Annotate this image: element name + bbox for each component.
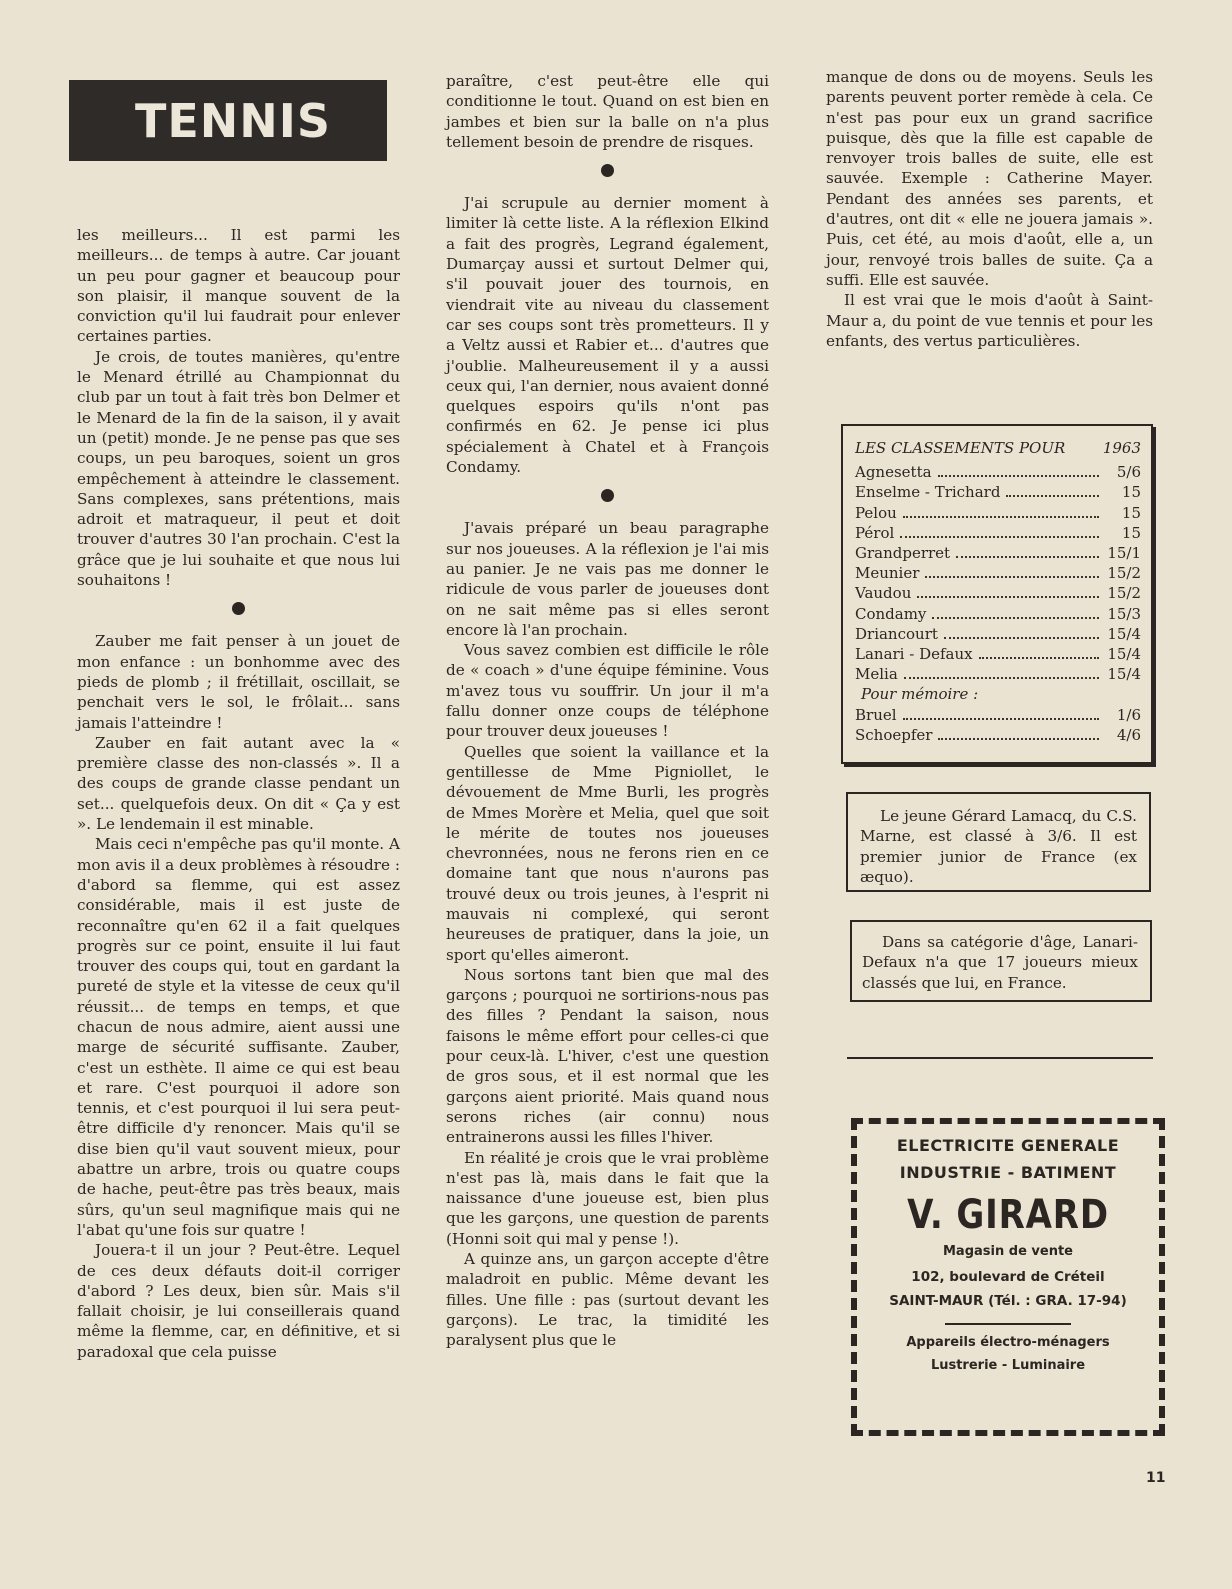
dot-leader <box>903 718 1099 720</box>
ranking-row <box>855 543 1141 563</box>
ranking-row <box>855 725 1141 745</box>
player-ranking: 15 <box>1121 483 1141 502</box>
paragraph: paraître, c'est peut-être elle qui conditionne le tout. Quand on est bien en jambes et bien sur la balle on n'a plus tellement besoin de prendre de risques. <box>446 72 769 151</box>
player-name: Bruel <box>855 705 897 724</box>
ad-line-lustrerie: Lustrerie - Luminaire <box>930 1358 1086 1373</box>
memo-label: Pour mémoire : <box>861 685 979 704</box>
player-ranking: 15/4 <box>1107 665 1141 684</box>
player-name: Schoepfer <box>855 725 933 744</box>
player-name: Lanari - Defaux <box>855 645 973 664</box>
ranking-row <box>855 604 1141 624</box>
dot-leader <box>1006 495 1099 497</box>
advertisement <box>851 1118 1165 1436</box>
ad-divider <box>945 1323 1071 1325</box>
paragraph: Quelles que soient la vaillance et la gentillesse de Mme Pigniollet, le dévouement de Mme Burli, les progrès de Mmes Morère et Melia, quel que soit le mérite de toutes nos joueuses chevronnées, nous ne ferons rien en ce domaine tant que nous n'aurons pas trouvé deux ou trois jeunes, à l'esprit ni mauvais ni complexé, qui seront heureuses de pratiquer, dans la joie, un sport qu'elles aimeront. <box>446 742 769 964</box>
rankings-box <box>841 424 1153 764</box>
divider <box>847 1057 1153 1059</box>
paragraph: les meilleurs... Il est parmi les meilleurs... de temps à autre. Car jouant un peu pour gagner et beaucoup pour son plaisir, il manque souvent de la conviction qu'il lui faudrait pour enlever certaines parties. <box>77 226 400 346</box>
player-ranking: 15/4 <box>1107 645 1141 664</box>
ad-line-industrie: INDUSTRIE - BATIMENT <box>899 1163 1117 1182</box>
memo-list <box>855 705 1141 745</box>
ranking-row <box>855 563 1141 583</box>
bullet-separator <box>232 602 245 615</box>
page-number: 11 <box>1146 1470 1166 1486</box>
player-ranking: 15/4 <box>1107 624 1141 643</box>
paragraph: Zauber me fait penser à un jouet de mon enfance : un bonhomme avec des pieds de plomb ; il frétillait, oscillait, se penchait vers le sol, le frôlait... sans jamais l'atteindre ! <box>77 632 400 732</box>
dot-leader <box>938 475 1099 477</box>
dot-leader <box>925 576 1099 578</box>
player-name: Driancourt <box>855 624 938 643</box>
player-ranking: 15 <box>1121 523 1141 542</box>
player-name: Vaudou <box>855 584 912 603</box>
dot-leader <box>900 536 1099 538</box>
paragraph: J'avais préparé un beau paragraphe sur nos joueuses. A la réflexion je l'ai mis au panier. Je ne vais pas me donner le ridicule de vous parler de joueuses dont on ne sait même pas si elles seront encore là l'an prochain. <box>446 519 769 639</box>
ad-company-name: V. GIRARD <box>907 1192 1109 1238</box>
dot-leader <box>932 617 1099 619</box>
player-ranking: 15/2 <box>1107 584 1141 603</box>
rankings-list <box>855 462 1141 684</box>
rankings-year: 1963 <box>1102 439 1141 457</box>
section-title: TENNIS <box>69 80 387 161</box>
player-name: Condamy <box>855 604 927 623</box>
rankings-title-text: LES CLASSEMENTS POUR <box>855 439 1066 457</box>
player-ranking: 15 <box>1121 503 1141 522</box>
bullet-separator <box>601 164 614 177</box>
player-name: Melia <box>855 665 898 684</box>
paragraph: En réalité je crois que le vrai problème n'est pas là, mais dans le fait que la naissance d'une joueuse est, bien plus que les garçons, une question de parents (Honni soit qui mal y pense !). <box>446 1148 769 1248</box>
dot-leader <box>944 637 1099 639</box>
ranking-row <box>855 523 1141 543</box>
ad-address: 102, boulevard de Créteil <box>911 1269 1105 1285</box>
dot-leader <box>979 657 1099 659</box>
ranking-row <box>855 664 1141 684</box>
player-name: Agnesetta <box>855 463 932 482</box>
ranking-row <box>855 583 1141 603</box>
article-column-1 <box>77 225 400 1362</box>
player-name: Enselme - Trichard <box>855 483 1001 502</box>
player-ranking: 4/6 <box>1116 725 1141 744</box>
ranking-row <box>855 705 1141 725</box>
player-name: Pérol <box>855 523 895 542</box>
paragraph: Mais ceci n'empêche pas qu'il monte. A mon avis il a deux problèmes à résoudre : d'abord sa flemme, qui est assez considérable, mais il est juste de reconnaître qu'en 62 il a fait quelques progrès sur ce point, ensuite il lui faut trouver des coups qui, tout en gardant la pureté de style et la vitesse de ceux qu'il réussit... de temps en temps, et que chacun de nous admire, aient aussi une marge de sécurité suffisante. Zauber, c'est un esthète. Il aime ce qui est beau et rare. C'est pourquoi il adore son tennis, et c'est pourquoi il lui sera peut-être difficile d'y renoncer. Mais qu'il se dise bien qu'il vaut souvent mieux, pour abattre un arbre, trois ou quatre coups de hache, peut-être pas très beaux, mais sûrs, qu'un seul magnifique mais qui ne l'abat qu'une fois sur quatre ! <box>77 835 400 1239</box>
dot-leader <box>917 596 1099 598</box>
paragraph: A quinze ans, un garçon accepte d'être maladroit en public. Même devant les filles. Une fille : pas (surtout devant les garçons). Le trac, la timidité les paralysent plus que le <box>446 1250 769 1350</box>
player-name: Meunier <box>855 564 920 583</box>
paragraph: Vous savez combien est difficile le rôle de « coach » d'une équipe féminine. Vous m'avez tous vu souffrir. Un jour il m'a fallu donner onze coups de téléphone pour trouver deux joueuses ! <box>446 641 769 741</box>
paragraph: manque de dons ou de moyens. Seuls les parents peuvent porter remède à cela. Ce n'est pas pour eux un grand sacrifice puisque, dès que la fille est capable de renvoyer trois balles de suite, elle est sauvée. Exemple : Catherine Mayer. Pendant des années ses parents, et d'autres, ont dit « elle ne jouera jamais ». Puis, cet été, au mois d'août, elle a, un jour, renvoyé trois balles de suite. Ça a suffi. Elle est sauvée. <box>826 68 1153 289</box>
paragraph: Nous sortons tant bien que mal des garçons ; pourquoi ne sortirions-nous pas des filles ? Pendant la saison, nous faisons le même effort pour celles-ci que pour ceux-là. L'hiver, c'est une question de gros sous, et il est normal que les garçons aient priorité. Mais quand nous serons riches (air connu) nous entrainerons aussi les filles l'hiver. <box>446 965 769 1147</box>
ad-city-phone: SAINT-MAUR (Tél. : GRA. 17-94) <box>889 1293 1127 1309</box>
ranking-row <box>855 462 1141 482</box>
paragraph: Je crois, de toutes manières, qu'entre le Menard étrillé au Championnat du club par un tout à fait très bon Delmer et le Menard de la fin de la saison, il y avait un (petit) monde. Je ne pense pas que ses coups, un peu baroques, soient un gros empêchement à atteindre le classement. Sans complexes, sans prétentions, mais adroit et matraqueur, il peut et doit trouver d'autres 30 l'an prochain. C'est la grâce que je lui souhaite et que nous lui souhaitons ! <box>77 347 400 590</box>
ad-line-magasin: Magasin de vente <box>943 1244 1073 1259</box>
ad-line-electricite: ELECTRICITE GENERALE <box>896 1136 1120 1155</box>
player-ranking: 15/3 <box>1107 604 1141 623</box>
article-column-3 <box>826 67 1153 351</box>
player-ranking: 5/6 <box>1116 463 1141 482</box>
paragraph: Il est vrai que le mois d'août à Saint-Maur a, du point de vue tennis et pour les enfants, des vertus particulières. <box>826 291 1153 350</box>
paragraph: J'ai scrupule au dernier moment à limiter là cette liste. A la réflexion Elkind a fait des progrès, Legrand également, Dumarçay aussi et surtout Delmer qui, s'il pouvait jouer des tournois, en viendrait vite au niveau du classement car ses coups sont très prometteurs. Il y a Veltz aussi et Rabier et... d'autres que j'oublie. Malheureusement il y a aussi ceux qui, l'an dernier, nous avaient donné quelques espoirs qu'ils n'ont pas confirmés en 62. Je pense ici plus spécialement à Chatel et à François Condamy. <box>446 194 769 477</box>
note-lanari-defaux: Dans sa catégorie d'âge, Lanari-Defaux n'a que 17 joueurs mieux classés que lui, en France. <box>850 920 1152 1002</box>
player-ranking: 15/2 <box>1107 564 1141 583</box>
dot-leader <box>956 556 1099 558</box>
article-column-2 <box>446 71 769 1351</box>
dot-leader <box>904 677 1099 679</box>
player-ranking: 15/1 <box>1107 544 1141 563</box>
ranking-row <box>855 482 1141 502</box>
rankings-title <box>855 438 1141 458</box>
ranking-row <box>855 624 1141 644</box>
dot-leader <box>903 516 1099 518</box>
bullet-separator <box>601 489 614 502</box>
player-name: Pelou <box>855 503 897 522</box>
dot-leader <box>938 738 1099 740</box>
paragraph: Jouera-t il un jour ? Peut-être. Lequel de ces deux défauts doit-il corriger d'abord ? Les deux, bien sûr. Mais s'il fallait choisir, je lui conseillerais quand même la flemme, car, en définitive, et si paradoxal que cela puisse <box>77 1241 400 1361</box>
ad-line-appareils: Appareils électro-ménagers <box>906 1335 1110 1350</box>
note-lamacq: Le jeune Gérard Lamacq, du C.S. Marne, est classé à 3/6. Il est premier junior de France (ex æquo). <box>846 792 1151 892</box>
ranking-row <box>855 644 1141 664</box>
player-ranking: 1/6 <box>1116 705 1141 724</box>
paragraph: Zauber en fait autant avec la « première classe des non-classés ». Il a des coups de grande classe pendant un set... quelquefois deux. On dit « Ça y est ». Le lendemain il est minable. <box>77 733 400 834</box>
player-name: Grandperret <box>855 544 951 563</box>
ranking-row <box>855 503 1141 523</box>
